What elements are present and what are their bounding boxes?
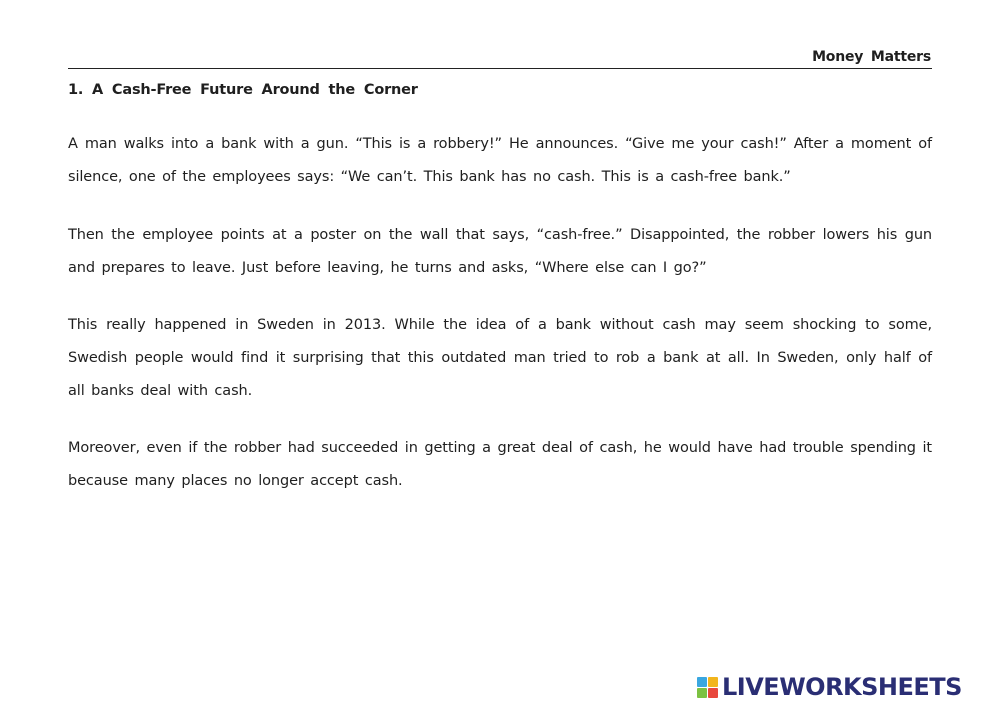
- liveworksheets-logo-icon: [697, 677, 718, 698]
- header-title: Money Matters: [812, 49, 931, 65]
- paragraph: A man walks into a bank with a gun. “This is a robbery!” He announces. “Give me your cash!” After a moment of silence, one of the employees says: “We can’t. This bank has no cash. This is a cash-free bank.”: [68, 136, 932, 185]
- logo-square: [708, 677, 718, 687]
- liveworksheets-watermark: [697, 672, 962, 702]
- logo-square: [708, 688, 718, 698]
- watermark-brand-text: LIVEWORKSHEETS: [722, 673, 962, 701]
- paragraph: This really happened in Sweden in 2013. While the idea of a bank without cash may seem shocking to some, Swedish people would find it surprising that this outdated man tried to rob a bank at all. In Sweden, only half of all banks deal with cash.: [68, 317, 932, 399]
- section-title: 1. A Cash-Free Future Around the Corner: [68, 82, 418, 98]
- page-header: [68, 48, 932, 69]
- logo-square: [697, 677, 707, 687]
- logo-square: [697, 688, 707, 698]
- paragraph: Moreover, even if the robber had succeeded in getting a great deal of cash, he would have had trouble spending it because many places no longer accept cash.: [68, 440, 932, 489]
- paragraph: Then the employee points at a poster on the wall that says, “cash-free.” Disappointed, the robber lowers his gun and prepares to leave. Just before leaving, he turns and asks, “Where else can I go?”: [68, 227, 932, 276]
